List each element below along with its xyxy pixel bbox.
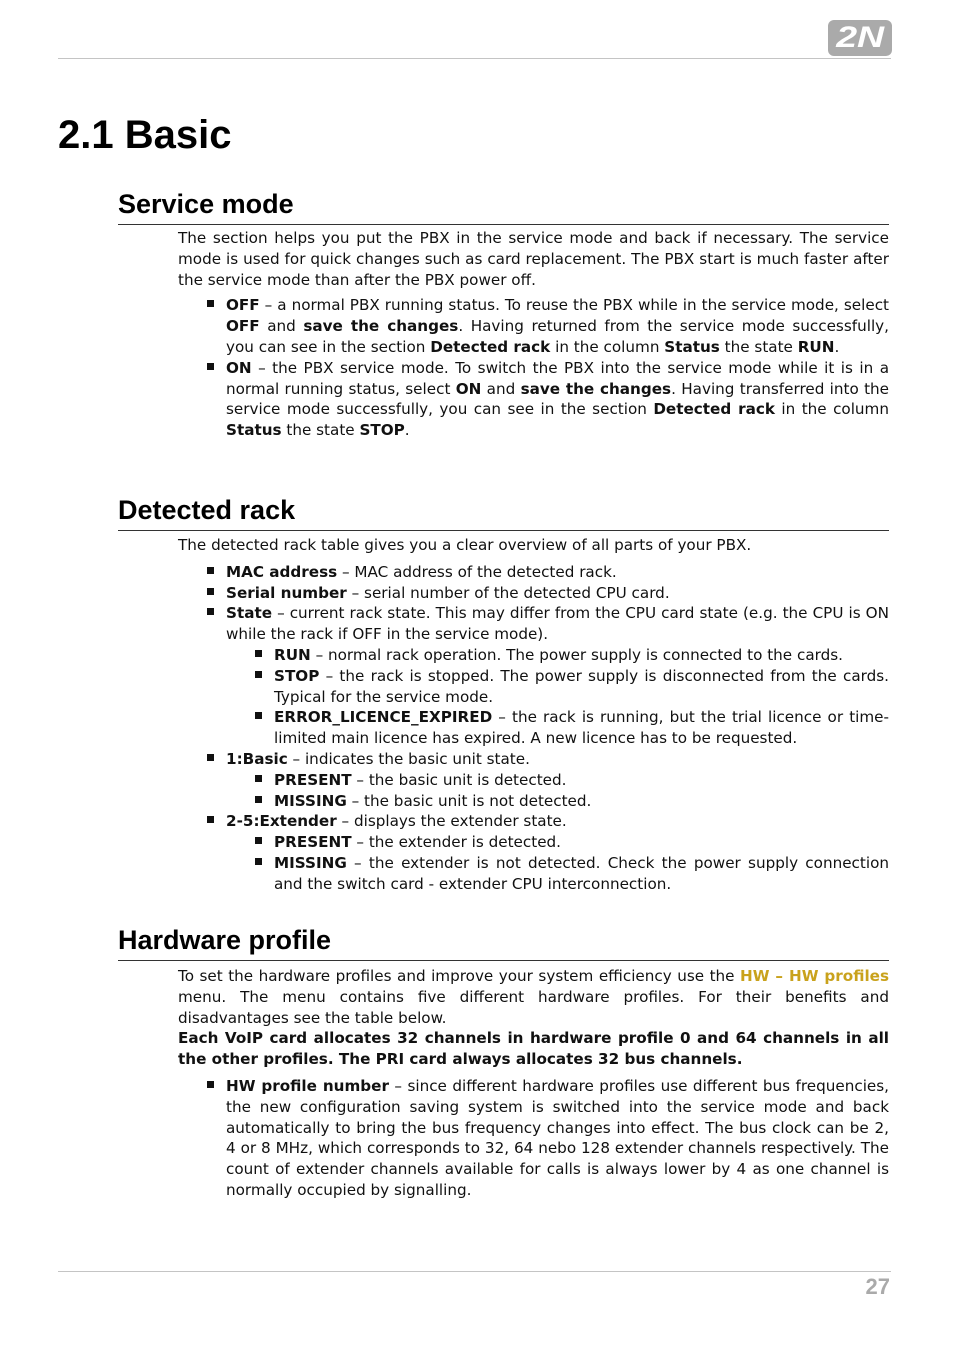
page-number: 27	[865, 1274, 890, 1299]
detected-rack-intro: The detected rack table gives you a clear overview of all parts of your PBX.	[178, 536, 752, 554]
voip-allocation-note: Each VoIP card allocates 32 channels in hardware profile 0 and 64 channels in all the other profiles. The PRI card always allocates 32 bus channels.	[178, 1029, 889, 1069]
list-item-stop: STOP – the rack is stopped. The power supply is disconnected from the cards. Typical for the service mode.	[274, 666, 889, 706]
list-item-basic: 1:Basic – indicates the basic unit state. PRESENT – the basic unit is detected. MISSING – the basic unit is not detected.	[226, 749, 889, 811]
list-item-hw-profile-number: HW profile number – since different hardware profiles use different bus frequencies, the new configuration saving system is switched into the service mode and back automatically to bring the bus frequency changes into effect. The bus clock can be 2, 4 or 8 MHz, which corresponds to 32, 64 nebo 128 extender channels respectively. The count of extender channels available for calls is always lower by 4 as one channel is normally occupied by signalling.	[226, 1076, 889, 1199]
page-title: 2.1 Basic	[58, 113, 232, 157]
list-item-extender-present: PRESENT – the extender is detected.	[274, 832, 889, 853]
list-item-mac-address: MAC address – MAC address of the detected rack.	[226, 562, 889, 583]
detected-rack-heading: Detected rack	[118, 494, 889, 531]
service-mode-section	[118, 188, 889, 441]
list-item-off: OFF – a normal PBX running status. To reuse the PBX while in the service mode, select OFF and save the changes. Having returned from the service mode successfully, you can see in the section Detected rack in the column Status the state RUN.	[226, 296, 889, 356]
hardware-profile-section	[118, 924, 889, 1201]
list-item-state: State – current rack state. This may differ from the CPU card state (e.g. the CPU is ON while the rack if OFF in the service mode). RUN – normal rack operation. The power supply is connected to the cards. STOP – the rack is stopped. The power supply is disconnected from the cards. Typical for the service mode. ERROR_LICENCE_EXPIRED – the rack is running, but the trial licence or time-limited main licence has expired. A new licence has to be requested.	[226, 604, 889, 748]
service-mode-intro: The section helps you put the PBX in the service mode and back if necessary. The service mode is used for quick changes such as card replacement. The PBX start is much faster after the service mode than after the PBX power off.	[178, 229, 889, 289]
hardware-profile-heading: Hardware profile	[118, 924, 889, 961]
list-item-basic-present: PRESENT – the basic unit is detected.	[274, 770, 889, 791]
list-item-run: RUN – normal rack operation. The power supply is connected to the cards.	[274, 645, 889, 666]
header-rule	[58, 58, 891, 59]
2n-logo: 2N	[828, 20, 892, 56]
service-mode-heading: Service mode	[118, 188, 889, 225]
list-item-basic-missing: MISSING – the basic unit is not detected.	[274, 791, 889, 812]
detected-rack-section	[118, 494, 889, 895]
list-item-extender-missing: MISSING – the extender is not detected. Check the power supply connection and the switch card - extender CPU interconnection.	[274, 853, 889, 893]
hw-profiles-menu-link[interactable]: HW – HW profiles	[740, 967, 889, 985]
list-item-error-licence-expired: ERROR_LICENCE_EXPIRED – the rack is running, but the trial licence or time-limited main licence has expired. A new licence has to be requested.	[274, 708, 889, 748]
list-item-extender: 2-5:Extender – displays the extender state. PRESENT – the extender is detected. MISSING – the extender is not detected. Check the power supply connection and the switch card - extender CPU interconnection.	[226, 812, 889, 893]
list-item-serial-number: Serial number – serial number of the detected CPU card.	[226, 583, 889, 604]
list-item-on: ON – the PBX service mode. To switch the PBX into the service mode while it is in a normal running status, select ON and save the changes. Having transferred into the service mode successfully, you can see in the section Detected rack in the column Status the state STOP.	[226, 358, 889, 440]
hardware-profile-intro: To set the hardware profiles and improve your system efficiency use the HW – HW profiles menu. The menu contains five different hardware profiles. For their benefits and disadvantages see the table below.	[178, 967, 889, 1027]
footer-rule	[58, 1271, 891, 1272]
